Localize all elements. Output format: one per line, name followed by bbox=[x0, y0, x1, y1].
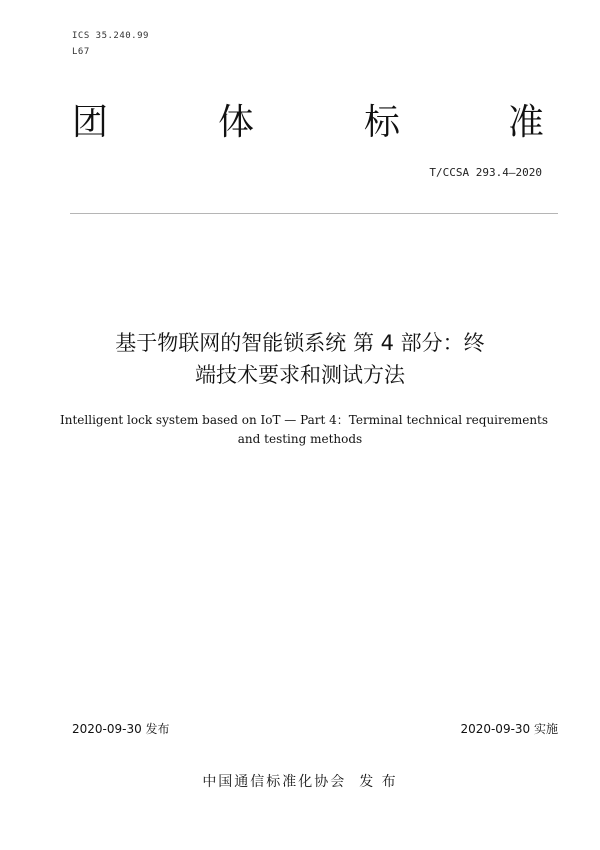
chinese-title-line-1: 基于物联网的智能锁系统 第 4 部分：终 bbox=[115, 331, 485, 355]
standard-number: T/CCSA 293.4—2020 bbox=[429, 166, 542, 179]
english-title-line-1: Intelligent lock system based on IoT — Part 4：Terminal technical requirements bbox=[60, 413, 549, 427]
english-title-line-2: and testing methods bbox=[237, 432, 363, 446]
standard-type-char: 团 bbox=[72, 102, 109, 143]
divider-line bbox=[70, 213, 558, 214]
standard-type-char: 标 bbox=[364, 102, 401, 143]
ics-code: ICS 35.240.99 bbox=[72, 31, 149, 41]
ccs-code: L67 bbox=[72, 47, 90, 57]
chinese-title bbox=[60, 327, 540, 391]
standard-type-char: 准 bbox=[508, 102, 545, 143]
chinese-title-line-2: 端技术要求和测试方法 bbox=[195, 363, 405, 387]
standard-type-heading bbox=[72, 100, 544, 148]
standard-type-char: 体 bbox=[218, 102, 255, 143]
publisher: 中国通信标准化协会 发 布 bbox=[202, 774, 398, 790]
english-title bbox=[60, 411, 549, 449]
implementation-date: 2020-09-30 实施 bbox=[460, 722, 558, 736]
issue-date: 2020-09-30 发布 bbox=[72, 722, 170, 736]
